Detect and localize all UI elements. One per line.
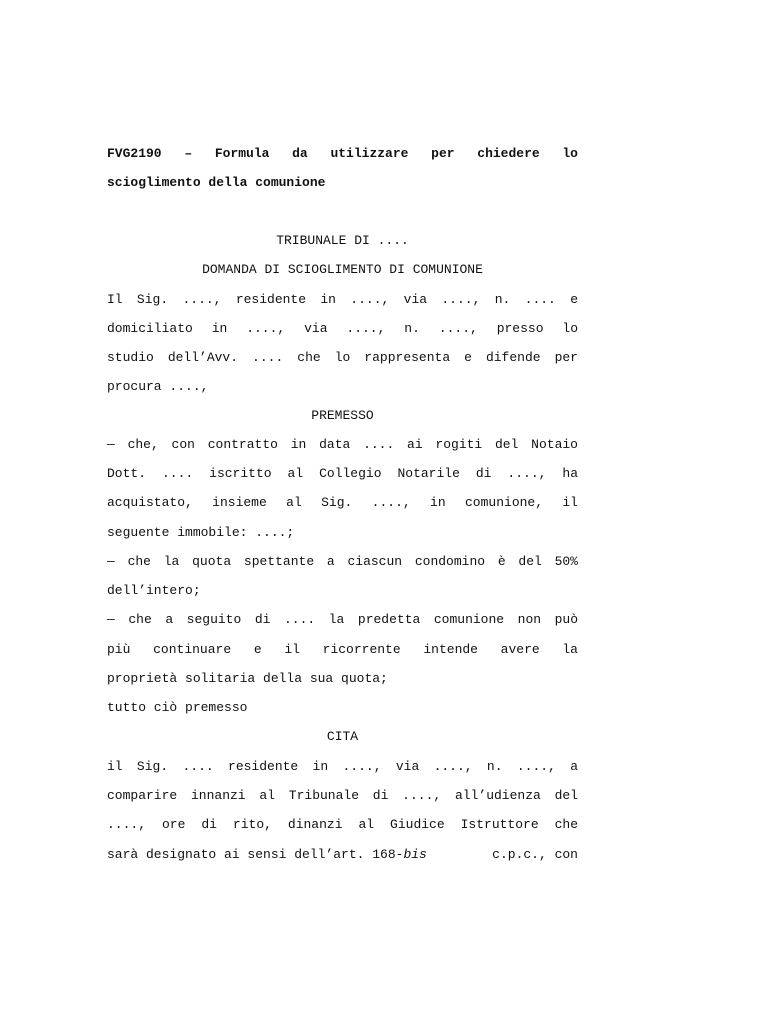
cita-last-line-end: c.p.c., con <box>492 847 578 862</box>
intro-line: studio dell’Avv. .... che lo rappresenta e difende per <box>107 350 578 365</box>
cita-line: ...., ore di rito, dinanzi al Giudice Istruttore che <box>107 817 578 832</box>
cita-line: il Sig. .... residente in ...., via ...., n. ...., a <box>107 759 578 774</box>
intro-line: procura ...., <box>107 379 209 394</box>
court-heading: TRIBUNALE DI .... <box>276 233 409 248</box>
premesso-line: tutto ciò premesso <box>107 700 248 715</box>
premesso-heading: PREMESSO <box>311 408 374 423</box>
premesso-line: più continuare e il ricorrente intende avere la <box>107 642 578 657</box>
premesso-line: — che, con contratto in data .... ai rogiti del Notaio <box>107 437 578 452</box>
premesso-line: dell’intero; <box>107 583 201 598</box>
premesso-line: — che a seguito di .... la predetta comunione non può <box>107 612 578 627</box>
premesso-line: acquistato, insieme al Sig. ...., in comunione, il <box>107 495 578 510</box>
cita-line: comparire innanzi al Tribunale di ...., all’udienza del <box>107 788 578 803</box>
premesso-line: seguente immobile: ....; <box>107 525 295 540</box>
document-title-line-2: scioglimento della comunione <box>107 175 326 190</box>
subject-heading: DOMANDA DI SCIOGLIMENTO DI COMUNIONE <box>202 262 483 277</box>
cita-last-line <box>107 847 578 863</box>
premesso-line: — che la quota spettante a ciascun condomino è del 50% <box>107 554 578 569</box>
premesso-line: proprietà solitaria della sua quota; <box>107 671 388 686</box>
cita-last-line-start <box>107 847 427 863</box>
article-ref-text: sarà designato ai sensi dell’art. 168- <box>107 847 404 862</box>
cita-heading: CITA <box>326 729 359 744</box>
premesso-line: Dott. .... iscritto al Collegio Notarile di ...., ha <box>107 466 578 481</box>
article-ref-italic: bis <box>403 847 427 862</box>
intro-line: domiciliato in ...., via ...., n. ...., presso lo <box>107 321 578 336</box>
intro-line: Il Sig. ...., residente in ...., via ...., n. .... e <box>107 292 578 307</box>
document-title-line-1: FVG2190 – Formula da utilizzare per chiedere lo <box>107 146 578 161</box>
